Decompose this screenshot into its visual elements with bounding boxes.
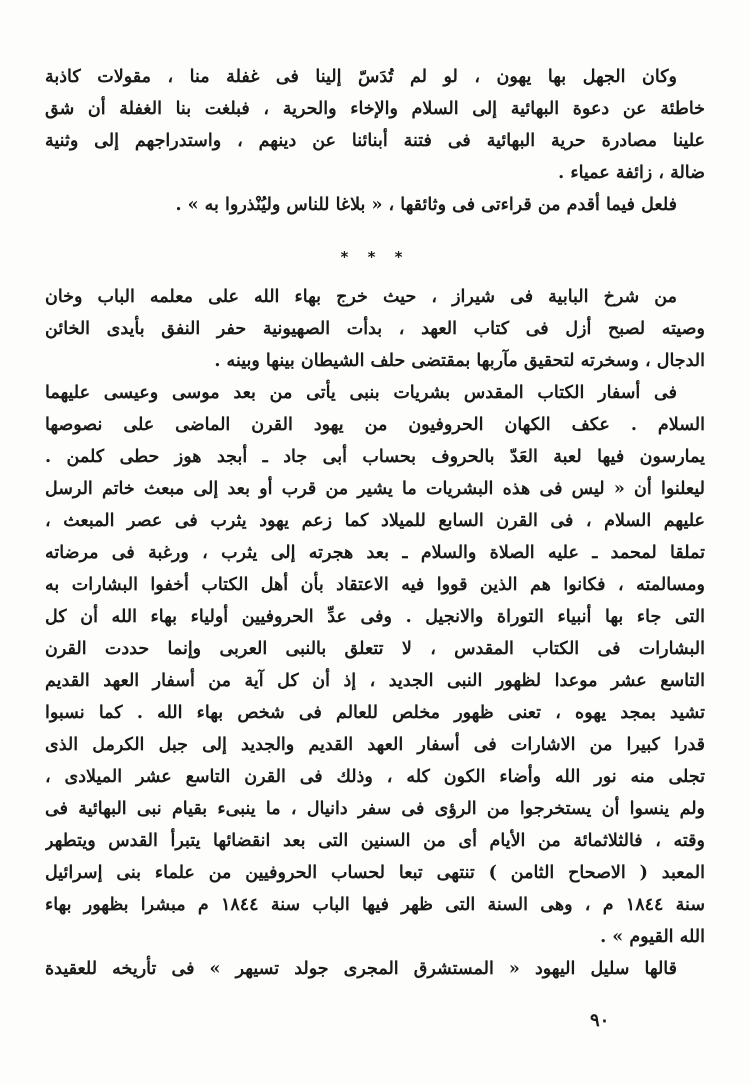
opening-text-block <box>45 61 705 221</box>
text-line: التاسع عشر موعدا لظهور النبى الجديد ، إذ أن كل آية من أسفار العهد القديم <box>45 671 705 691</box>
text-line: البشارات فى الكتاب المقدس ، لا تتعلق بالنبى العربى وإنما حددت القرن <box>45 639 705 659</box>
text-line: سنة ١٨٤٤ م ، وهى السنة التى ظهر فيها الباب سنة ١٨٤٤ م مبشرا بظهور بهاء <box>45 895 705 915</box>
page-number: ٩٠ <box>590 1010 610 1031</box>
text-line: فلعل فيما أقدم من قراءتى فى وثائقها ، « بلاغا للناس وليُنْذروا به » . <box>175 195 677 215</box>
text-line: ليعلنوا أن « ليس فى هذه البشريات ما يشير من قرب أو بعد إلى مبعث خاتم الرسل <box>45 479 705 499</box>
text-line: خاطئة عن دعوة البهائية إلى السلام والإخاء والحرية ، فبلغت بنا الغفلة أن شق <box>45 99 705 119</box>
text-line: تجلى منه نور الله وأضاء الكون كله ، وذلك فى القرن التاسع عشر الميلادى ، <box>45 767 705 787</box>
text-line: الدجال ، وسخرته لتحقيق مآربها بمقتضى حلف الشيطان بينها وبينه . <box>214 351 705 371</box>
text-line: من شرخ البابية فى شيراز ، حيث خرج بهاء الله على معلمه الباب وخان <box>45 287 677 307</box>
text-line: تملقا لمحمد ـ عليه الصلاة والسلام ـ بعد هجرته إلى يثرب ، ورغبة فى مرضاته <box>45 543 705 563</box>
text-line: ومسالمته ، فكانوا هم الذين قووا فيه الاعتقاد بأن أهل الكتاب أخفوا البشارات به <box>45 575 705 595</box>
text-line: قدرا كبيرا من الاشارات فى أسفار العهد القديم والجديد إلى جبل الكرمل الذى <box>45 735 705 755</box>
section-separator: * * * <box>340 248 410 266</box>
main-text-block <box>45 281 705 985</box>
text-line: وصيته لصبح أزل فى كتاب العهد ، بدأت الصهيونية حفر النفق بأيدى الخائن <box>45 319 705 339</box>
text-line: يمارسون فيها لعبة العَدّ بالحروف بحساب أبى جاد ـ أبجد هوز حطى كلمن . <box>45 447 705 467</box>
text-line: قالها سليل اليهود « المستشرق المجرى جولد تسيهر » فى تأريخه للعقيدة <box>45 959 677 979</box>
text-line: ولم ينسوا أن يستخرجوا من الرؤى فى سفر دانيال ، ما ينبىء بقيام نبى البهائية فى <box>45 799 705 819</box>
text-line: علينا مصادرة حرية البهائية فى فتنة أبنائنا عن دينهم ، واستدراجهم إلى وثنية <box>45 131 705 151</box>
text-line: فى أسفار الكتاب المقدس بشريات بنبى يأتى من بعد موسى وعيسى عليهما <box>45 383 677 403</box>
text-line: وقته ، فالثلاثمائة من الأيام أى من السنين التى بعد انقضائها يتبرأ القدس ويتطهر <box>45 831 705 851</box>
text-line: عليهم السلام ، فى القرن السابع للميلاد كما زعم يهود يثرب فى عصر المبعث ، <box>45 511 705 531</box>
text-line: ضالة ، زائفة عمياء . <box>558 163 705 183</box>
text-line: تشيد بمجد يهوه ، تعنى ظهور مخلص للعالم فى شخص بهاء الله . كما نسبوا <box>45 703 705 723</box>
text-line: التى جاء بها أنبياء التوراة والانجيل . وفى عدِّ الحروفيين أولياء بهاء الله أن كل <box>45 607 705 627</box>
text-line: الله القيوم » . <box>600 927 705 947</box>
text-line: المعبد ( الاصحاح الثامن ) تنتهى تبعا لحساب الحروفيين من علماء بنى إسرائيل <box>45 863 705 883</box>
text-line: السلام . عكف الكهان الحروفيون من يهود القرن الماضى على نصوصها <box>45 415 705 435</box>
text-line: وكان الجهل بها يهون ، لو لم تُدَسّ إلينا فى غفلة منا ، مقولات كاذبة <box>45 67 677 87</box>
